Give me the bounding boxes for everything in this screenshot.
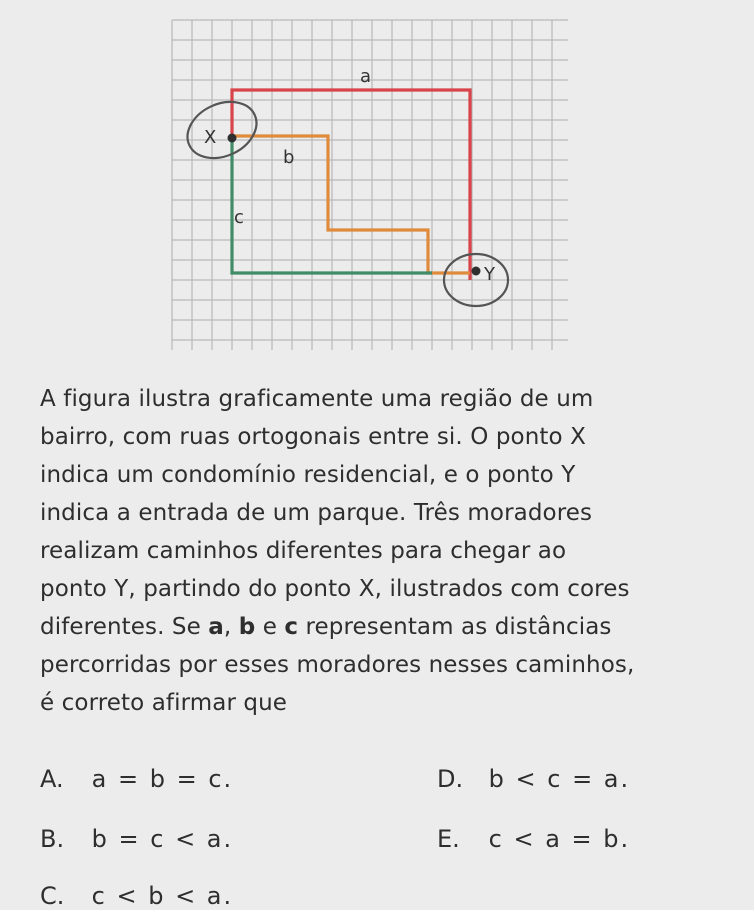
option-a-expression: a = b = c.: [91, 765, 234, 793]
option-e-expression: c < a = b.: [488, 825, 631, 853]
variable-a: a: [208, 614, 224, 640]
option-b[interactable]: [40, 825, 233, 853]
problem-line-1: A figura ilustra graficamente uma região de um: [40, 386, 594, 412]
problem-line-7-sep1: ,: [223, 614, 239, 640]
problem-line-3: indica um condomínio residencial, e o ponto Y: [40, 462, 576, 488]
problem-line-5: realizam caminhos diferentes para chegar ao: [40, 538, 567, 564]
problem-line-7-rest: representam as distâncias: [298, 614, 612, 640]
label-x: X: [204, 127, 217, 148]
option-e-letter: E.: [437, 825, 460, 853]
path-a: [232, 90, 470, 280]
problem-line-4: indica a entrada de um parque. Três moradores: [40, 500, 593, 526]
problem-line-7-start: diferentes. Se: [40, 614, 209, 640]
label-c: c: [234, 207, 244, 228]
option-c-expression: c < b < a.: [91, 882, 234, 910]
problem-line-6: ponto Y, partindo do ponto X, ilustrados com cores: [40, 576, 630, 602]
option-a[interactable]: [40, 765, 233, 793]
option-c[interactable]: [40, 882, 233, 910]
option-b-expression: b = c < a.: [91, 825, 234, 853]
problem-line-9: é correto afirmar que: [40, 690, 288, 716]
street-grid-figure: [170, 18, 590, 358]
point-x: [228, 134, 237, 143]
problem-statement: [40, 380, 715, 722]
label-b: b: [283, 147, 295, 168]
problem-line-8: percorridas por esses moradores nesses caminhos,: [40, 652, 635, 678]
street-grid-diagram: [170, 18, 590, 358]
option-e[interactable]: [437, 825, 630, 853]
path-b: [232, 136, 470, 273]
variable-b: b: [238, 614, 256, 640]
problem-line-7-sep2: e: [255, 614, 285, 640]
label-a: a: [360, 66, 372, 87]
problem-line-7: [40, 608, 715, 646]
problem-line-2: bairro, com ruas ortogonais entre si. O ponto X: [40, 424, 586, 450]
option-d[interactable]: [437, 765, 630, 793]
option-d-letter: D.: [437, 765, 464, 793]
option-b-letter: B.: [40, 825, 65, 853]
option-d-expression: b < c = a.: [488, 765, 631, 793]
option-c-letter: C.: [40, 882, 65, 910]
label-y: Y: [484, 264, 495, 285]
point-y: [472, 267, 481, 276]
option-a-letter: A.: [40, 765, 64, 793]
variable-c: c: [284, 614, 299, 640]
